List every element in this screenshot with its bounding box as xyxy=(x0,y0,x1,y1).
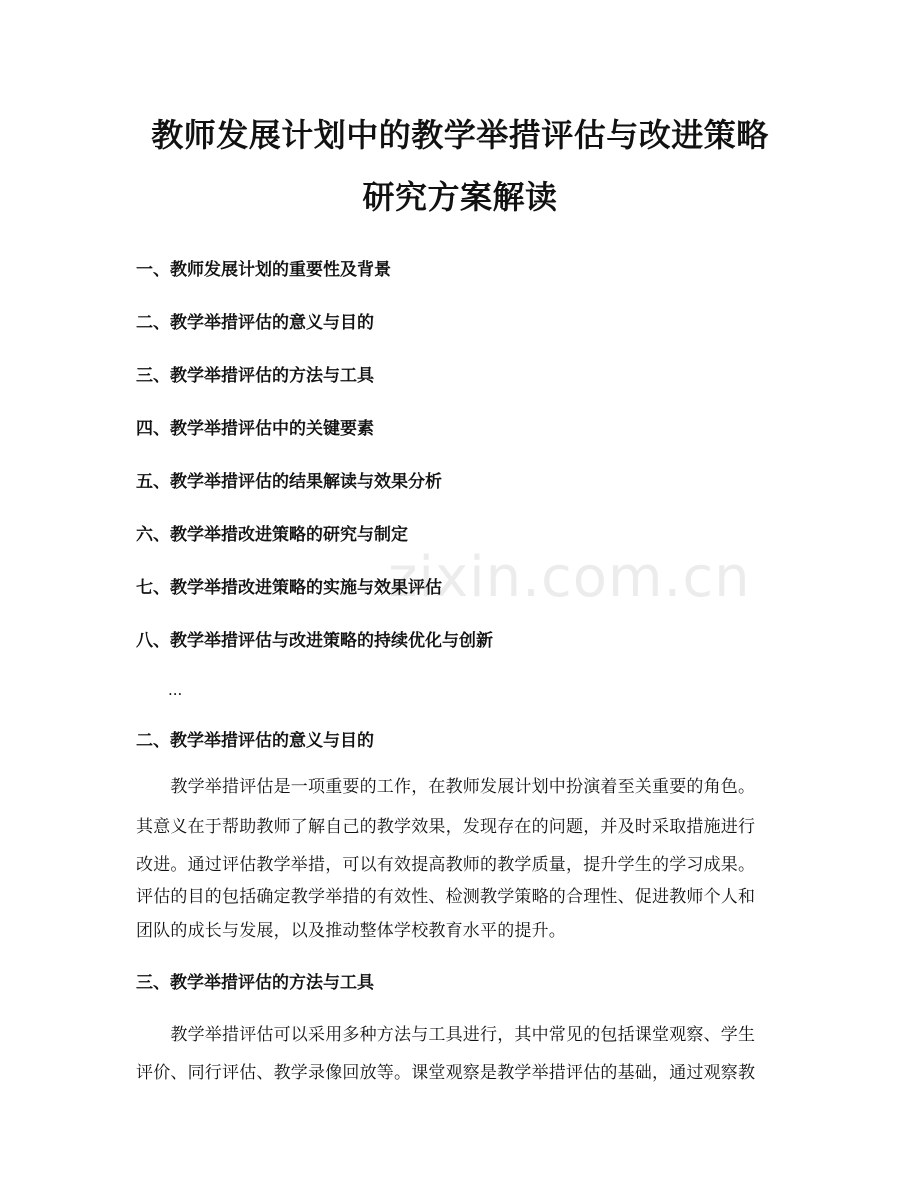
paragraph-line: 团队的成长与发展，以及推动整体学校教育水平的提升。 xyxy=(136,921,566,941)
paragraph-line: 改进。通过评估教学举措，可以有效提高教师的教学质量，提升学生的学习成果。 xyxy=(136,855,756,875)
paragraph-line: 评价、同行评估、教学录像回放等。课堂观察是教学举措评估的基础，通过观察教 xyxy=(136,1063,756,1083)
section-heading: 三、教学举措评估的方法与工具 xyxy=(136,973,374,993)
document-title-line-1: 教师发展计划中的教学举措评估与改进策略 xyxy=(151,116,769,154)
toc-item-7: 七、教学举措改进策略的实施与效果评估 xyxy=(136,578,442,598)
paragraph-line: 教学举措评估可以采用多种方法与工具进行，其中常见的包括课堂观察、学生 xyxy=(136,1025,756,1045)
paragraph-line: 其意义在于帮助教师了解自己的教学效果，发现存在的问题，并及时采取措施进行 xyxy=(136,817,756,837)
toc-item-4: 四、教学举措评估中的关键要素 xyxy=(136,419,374,439)
toc-item-3: 三、教学举措评估的方法与工具 xyxy=(136,366,374,386)
paragraph-line: 评估的目的包括确定教学举措的有效性、检测教学策略的合理性、促进教师个人和 xyxy=(136,887,756,907)
toc-item-6: 六、教学举措改进策略的研究与制定 xyxy=(136,525,408,545)
toc-item-1: 一、教师发展计划的重要性及背景 xyxy=(136,260,391,280)
paragraph-line: 教学举措评估是一项重要的工作，在教师发展计划中扮演着至关重要的角色。 xyxy=(136,777,756,797)
watermark: zixin.com.cn xyxy=(388,545,751,610)
toc-item-8: 八、教学举措评估与改进策略的持续优化与创新 xyxy=(136,631,493,651)
section-heading: 二、教学举措评估的意义与目的 xyxy=(136,731,374,751)
ellipsis: ... xyxy=(168,681,183,699)
toc-item-2: 二、教学举措评估的意义与目的 xyxy=(136,313,374,333)
toc-item-5: 五、教学举措评估的结果解读与效果分析 xyxy=(136,472,442,492)
document-title-line-2: 研究方案解读 xyxy=(362,178,558,216)
